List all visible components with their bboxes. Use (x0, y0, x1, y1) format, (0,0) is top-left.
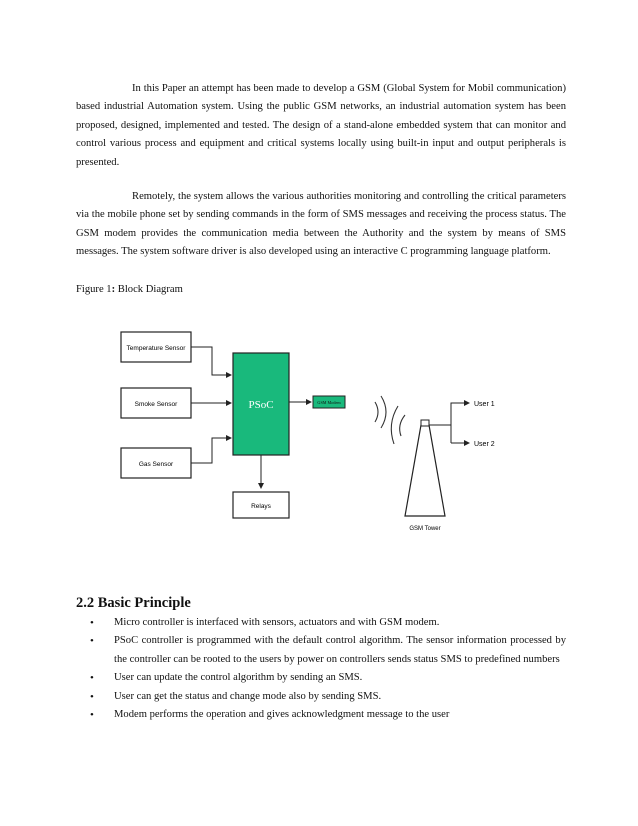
list-item: • Micro controller is interfaced with sensors, actuators and with GSM modem. (88, 614, 566, 632)
user-2-label: User 2 (474, 441, 495, 448)
tower-to-user1-arrow (429, 403, 469, 425)
figure-caption-label: Figure 1 (76, 284, 112, 295)
temp-to-psoc-arrow (191, 347, 231, 375)
gas-sensor-label: Gas Sensor (138, 461, 174, 468)
gsm-tower-icon (405, 420, 445, 516)
list-item: • Modem performs the operation and gives acknowledgment message to the user (88, 706, 566, 724)
intro-paragraph-2-text: Remotely, the system allows the various authorities monitoring and controlling the critical parameters via the mobile phone set by sending commands in the form of SMS messages and receiving the process status. The GSM modem provides the communication media between the Authority and the system by means of SMS messages. The system software driver is also developed using an interactive C programming language platform. (76, 191, 566, 258)
principle-bullet-list (88, 614, 566, 724)
block-diagram (115, 320, 515, 545)
gsm-tower-label: GSM Tower (409, 526, 441, 532)
section-heading: 2.2 Basic Principle (76, 595, 191, 611)
relays-label: Relays (251, 503, 271, 510)
figure-caption-title: Block Diagram (115, 284, 183, 295)
intro-paragraph-1-text: In this Paper an attempt has been made to develop a GSM (Global System for Mobil communication) based industrial Automation system. Using the public GSM networks, an industrial automation system has been proposed, designed, implemented and tested. The design of a stand-alone embedded system that can monitor and control various process and equipment and critical systems locally using built-in input and output peripherals is presented. (76, 83, 566, 168)
list-item: • PSoC controller is programmed with the default control algorithm. The sensor information processed by the controller can be rooted to the users by power on controllers sends status SMS to predefined numbers (88, 632, 566, 669)
radio-waves-icon (375, 396, 405, 444)
intro-paragraph-2 (76, 188, 566, 262)
temperature-sensor-label: Temperature Sensor (126, 345, 186, 352)
list-item: • User can get the status and change mode also by sending SMS. (88, 688, 566, 706)
psoc-label: PSoC (248, 399, 274, 411)
smoke-sensor-label: Smoke Sensor (134, 401, 178, 408)
figure-caption-colon: : (111, 284, 116, 295)
user-1-label: User 1 (474, 401, 495, 408)
figure-caption (76, 284, 183, 295)
gsm-modem-label: GSM Modem (317, 400, 341, 405)
list-item: • User can update the control algorithm by sending an SMS. (88, 669, 566, 687)
intro-paragraph-1 (76, 80, 566, 172)
gas-to-psoc-arrow (191, 438, 231, 463)
